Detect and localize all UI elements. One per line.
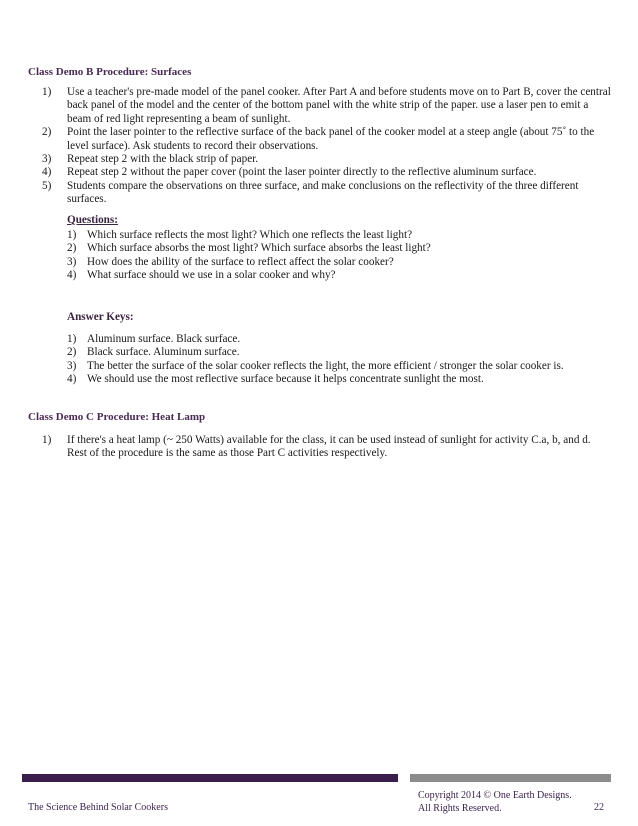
rights-line: All Rights Reserved. bbox=[418, 803, 502, 814]
list-item bbox=[42, 166, 612, 179]
list-item bbox=[67, 333, 607, 346]
answer-keys-list bbox=[67, 333, 607, 387]
list-number: 4) bbox=[67, 373, 77, 386]
list-text: Black surface. Aluminum surface. bbox=[87, 346, 240, 359]
list-item bbox=[67, 256, 607, 269]
list-text: Repeat step 2 with the black strip of paper. bbox=[67, 153, 259, 166]
section-b-heading: Class Demo B Procedure: Surfaces bbox=[28, 66, 192, 78]
list-item bbox=[42, 153, 612, 166]
list-text: If there's a heat lamp (~ 250 Watts) available for the class, it can be used instead of sunlight for activity C.a, b, and d. Rest of the procedure is the same as those Part C activities respectively. bbox=[67, 434, 591, 460]
list-number: 4) bbox=[42, 166, 52, 179]
questions-heading: Questions: bbox=[67, 214, 118, 226]
list-number: 3) bbox=[42, 153, 52, 166]
footer-rule-gray bbox=[410, 774, 611, 782]
list-item bbox=[67, 373, 607, 386]
list-number: 1) bbox=[67, 333, 77, 345]
list-number: 5) bbox=[42, 179, 52, 192]
list-text: Use a teacher's pre-made model of the panel cooker. After Part A and before students move on to Part B, cover the central back panel of the model and the center of the bottom panel with the white strip of the paper. use a laser pen to emit a beam of red light representing a beam of sunlight. bbox=[67, 86, 611, 125]
list-item bbox=[42, 434, 612, 461]
list-number: 2) bbox=[67, 346, 77, 359]
list-text: We should use the most reflective surface because it helps concentrate sunlight the most. bbox=[87, 373, 484, 386]
list-number: 1) bbox=[42, 86, 52, 98]
list-item bbox=[42, 86, 612, 126]
list-number: 1) bbox=[67, 229, 77, 241]
list-item bbox=[42, 180, 612, 207]
answer-keys-heading: Answer Keys: bbox=[67, 311, 134, 323]
list-text: How does the ability of the surface to reflect affect the solar cooker? bbox=[87, 255, 394, 268]
page-number: 22 bbox=[594, 802, 604, 813]
list-text: Repeat step 2 without the paper cover (point the laser pointer directly to the reflective aluminum surface. bbox=[67, 166, 537, 179]
list-number: 1) bbox=[42, 434, 52, 446]
list-item bbox=[67, 242, 607, 255]
list-item bbox=[42, 126, 612, 153]
questions-list bbox=[67, 229, 607, 283]
footer-title: The Science Behind Solar Cookers bbox=[28, 802, 168, 813]
list-text: Students compare the observations on three surface, and make conclusions on the reflectivity of the three different surfaces. bbox=[67, 179, 579, 206]
list-text: What surface should we use in a solar cooker and why? bbox=[87, 269, 336, 282]
list-number: 4) bbox=[67, 269, 77, 282]
list-text: Which surface absorbs the most light? Which surface absorbs the least light? bbox=[87, 242, 431, 255]
list-number: 2) bbox=[67, 242, 77, 255]
list-text: The better the surface of the solar cooker reflects the light, the more efficient / stronger the solar cooker is. bbox=[87, 359, 564, 372]
list-text: Point the laser pointer to the reflective surface of the back panel of the cooker model at a steep angle (about 75˚ to the level surface). Ask students to record their observations. bbox=[67, 126, 595, 152]
list-number: 2) bbox=[42, 126, 52, 139]
section-c-heading: Class Demo C Procedure: Heat Lamp bbox=[28, 411, 206, 423]
list-text: Aluminum surface. Black surface. bbox=[87, 333, 241, 345]
list-number: 3) bbox=[67, 359, 77, 372]
list-number: 3) bbox=[67, 255, 77, 268]
footer-copyright bbox=[418, 789, 572, 815]
section-b-steps bbox=[42, 86, 612, 207]
list-item bbox=[67, 346, 607, 359]
list-item bbox=[67, 229, 607, 242]
list-item bbox=[67, 360, 607, 373]
list-item bbox=[67, 269, 607, 282]
footer-rule-dark bbox=[22, 774, 398, 782]
list-text: Which surface reflects the most light? Which one reflects the least light? bbox=[87, 229, 413, 241]
copyright-line: Copyright 2014 © One Earth Designs. bbox=[418, 790, 572, 801]
section-c-steps bbox=[42, 434, 612, 461]
